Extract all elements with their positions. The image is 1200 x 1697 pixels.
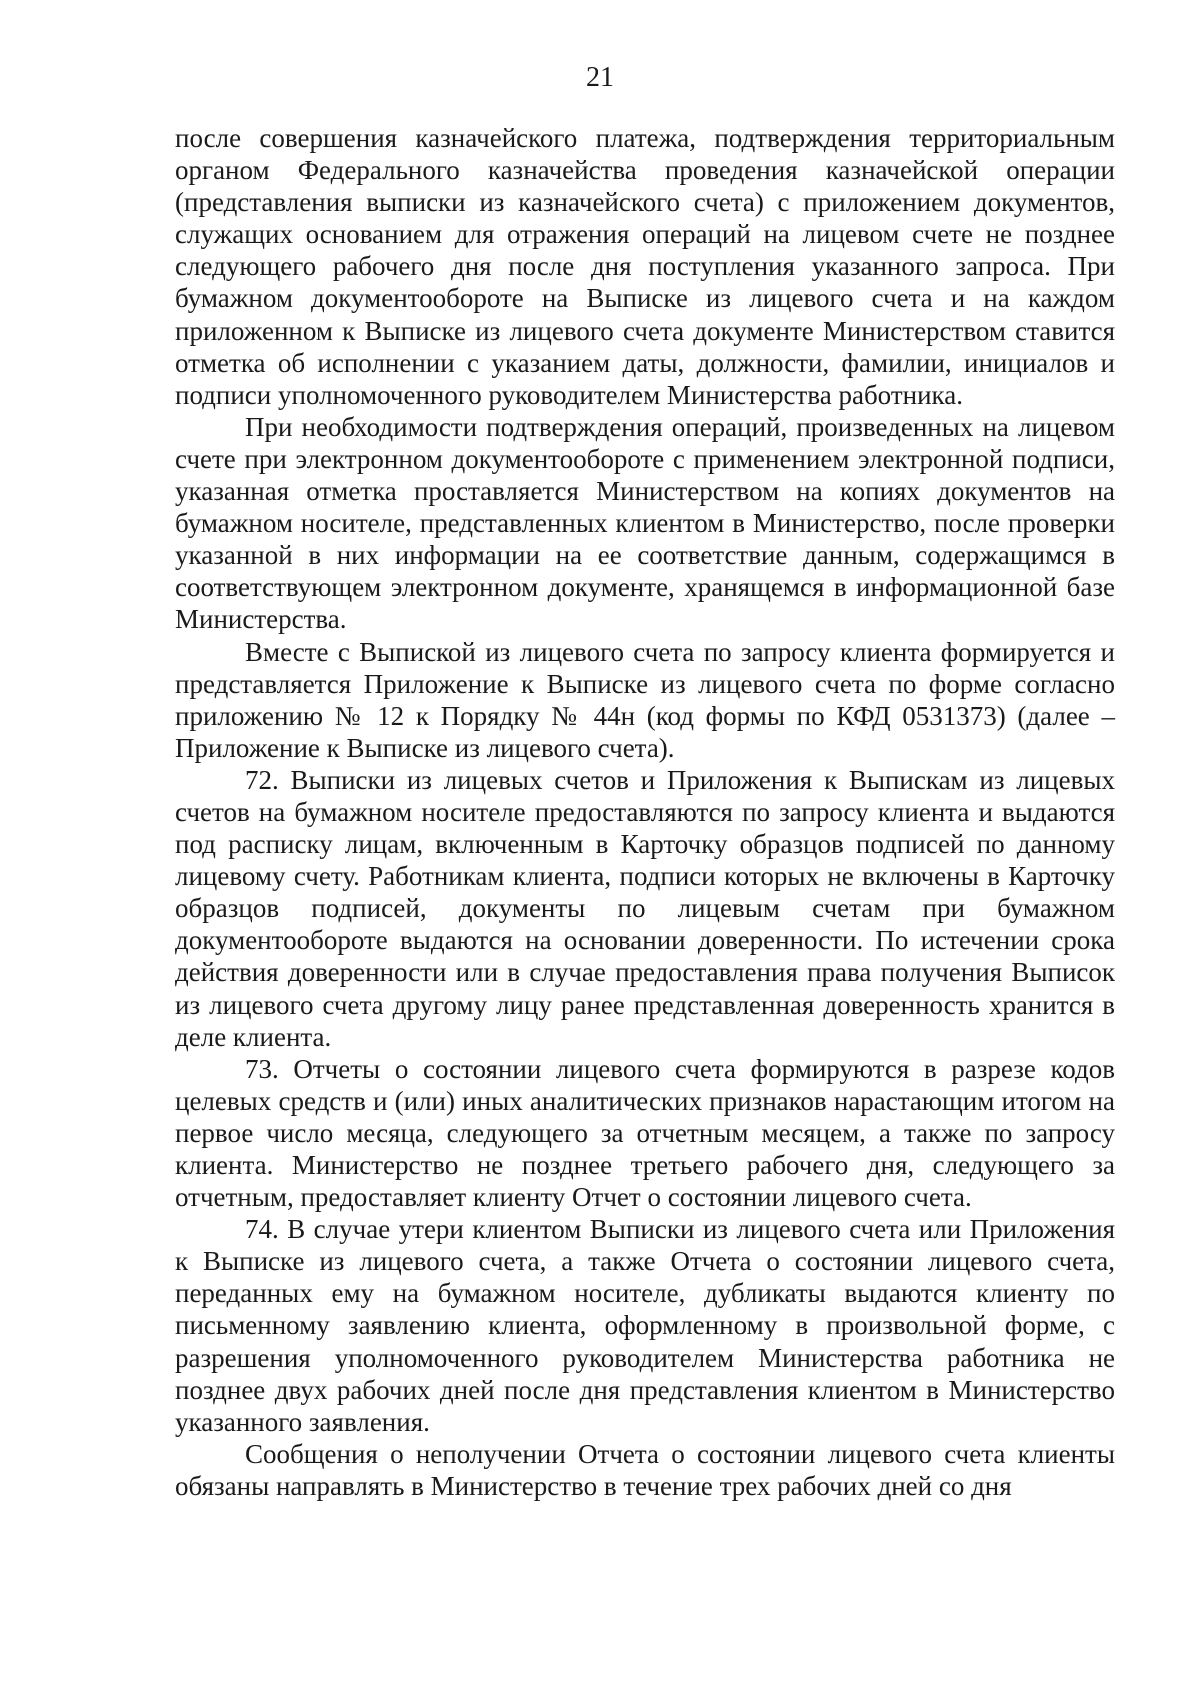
page-number: 21 — [586, 62, 614, 93]
paragraph-confirmation-electronic: При необходимости подтверждения операций, произведенных на лицевом счете при электронном документообороте с применением электронной подписи, указанная отметка проставляется Министерством на копиях документов на бумажном носителе, представленных клиентом в Министерство, после проверки указанной в них информации на ее соответствие данным, содержащимся в соответствующем электронном документе, хранящемся в информационной базе Министерства. — [175, 411, 1115, 635]
paragraph-appendix-to-statement: Вместе с Выпиской из лицевого счета по запросу клиента формируется и представляется Приложение к Выписке из лицевого счета по форме согласно приложению № 12 к Порядку № 44н (код формы по КФД 0531373) (далее – Приложение к Выписке из лицевого счета). — [175, 636, 1115, 763]
paragraph-item-73: 73. Отчеты о состоянии лицевого счета формируются в разрезе кодов целевых средств и (или) иных аналитических признаков нарастающим итогом на первое число месяца, следующего за отчетным месяцем, а также по запросу клиента. Министерство не позднее третьего рабочего дня, следующего за отчетным, предоставляет клиенту Отчет о состоянии лицевого счета. — [175, 1053, 1115, 1213]
document-body — [175, 122, 1115, 1502]
paragraph-item-74: 74. В случае утери клиентом Выписки из лицевого счета или Приложения к Выписке из лицевого счета, а также Отчета о состоянии лицевого счета, переданных ему на бумажном носителе, дубликаты выдаются клиенту по письменному заявлению клиента, оформленному в произвольной форме, с разрешения уполномоченного руководителем Министерства работника не позднее двух рабочих дней после дня представления клиентом в Министерство указанного заявления. — [175, 1214, 1115, 1437]
paragraph-item-72: 72. Выписки из лицевых счетов и Приложения к Выпискам из лицевых счетов на бумажном носителе предоставляются по запросу клиента и выдаются под расписку лицам, включенным в Карточку образцов подписей по данному лицевому счету. Работникам клиента, подписи которых не включены в Карточку образцов подписей, документы по лицевым счетам при бумажном документообороте выдаются на основании доверенности. По истечении срока действия доверенности или в случае предоставления права получения Выписок из лицевого счета другому лицу ранее представленная доверенность хранится в деле клиента. — [175, 764, 1115, 1052]
paragraph-non-receipt-report: Сообщения о неполучении Отчета о состоянии лицевого счета клиенты обязаны направлять в Министерство в течение трех рабочих дней со дня — [175, 1438, 1115, 1501]
paragraph-continuation: после совершения казначейского платежа, подтверждения территориальным органом Федерального казначейства проведения казначейской операции (представления выписки из казначейского счета) с приложением документов, служащих основанием для отражения операций на лицевом счете не позднее следующего рабочего дня после дня поступления указанного запроса. При бумажном документообороте на Выписке из лицевого счета и на каждом приложенном к Выписке из лицевого счета документе Министерством ставится отметка об исполнении с указанием даты, должности, фамилии, инициалов и подписи уполномоченного руководителем Министерства работника. — [175, 123, 1115, 410]
